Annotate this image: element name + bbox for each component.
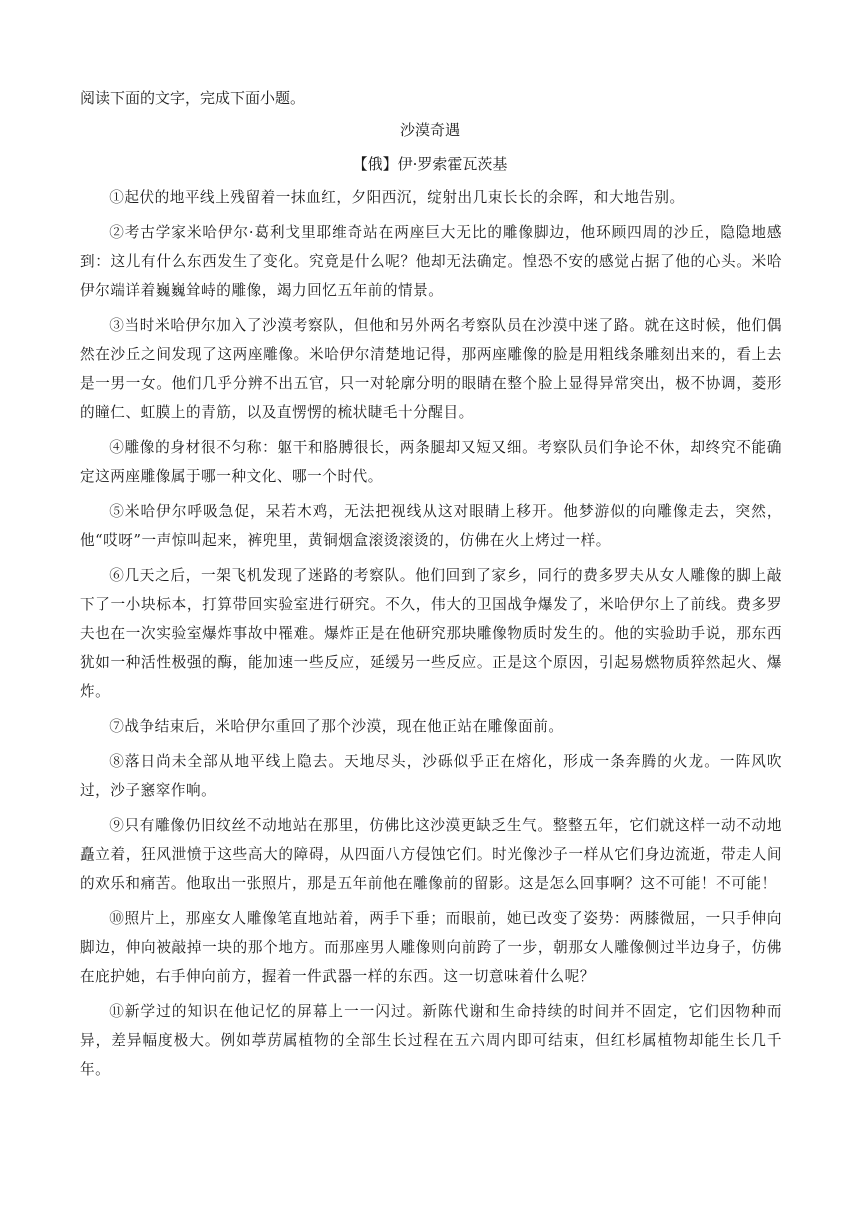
paragraph-8: ⑧落日尚未全部从地平线上隐去。天地尽头，沙砾似乎正在熔化，形成一条奔腾的火龙。一阵风吹过，沙子窸窣作响。: [80, 753, 782, 799]
article-body: [80, 183, 782, 1090]
reading-instruction: 阅读下面的文字，完成下面小题。: [80, 89, 306, 107]
paragraph-1: ①起伏的地平线上残留着一抹血红，夕阳西沉，绽射出几束长长的余晖，和大地告别。: [109, 189, 685, 206]
paragraph-11: ⑪新学过的知识在他记忆的屏幕上一一闪过。新陈代谢和生命持续的时间并不固定，它们因物种而异，差异幅度极大。例如葶苈属植物的全部生长过程在五六周内即可结束，但红杉属植物却能生长几千年。: [80, 1003, 782, 1078]
paragraph-3: ③当时米哈伊尔加入了沙漠考察队，但他和另外两名考察队员在沙漠中迷了路。就在这时候，他们偶然在沙丘之间发现了这两座雕像。米哈伊尔清楚地记得，那两座雕像的脸是用粗线条雕刻出来的，看上去是一男一女。他们几乎分辨不出五官，只一对轮廓分明的眼睛在整个脸上显得异常突出，极不协调，菱形的瞳仁、虹膜上的青筋，以及直愣愣的梳状睫毛十分醒目。: [80, 317, 782, 421]
paragraph-6: ⑥几天之后，一架飞机发现了迷路的考察队。他们回到了家乡，同行的费多罗夫从女人雕像的脚上敲下了一小块标本，打算带回实验室进行研究。不久，伟大的卫国战争爆发了，米哈伊尔上了前线。费多罗夫也在一次实验室爆炸事故中罹难。爆炸正是在他研究那块雕像物质时发生的。他的实验助手说，那东西犹如一种活性极强的酶，能加速一些反应，延缓另一些反应。正是这个原因，引起易燃物质猝然起火、爆炸。: [80, 567, 782, 700]
paragraph-10: ⑩照片上，那座女人雕像笔直地站着，两手下垂；而眼前，她已改变了姿势：两膝微屈，一只手伸向脚边，伸向被敲掉一块的那个地方。而那座男人雕像则向前跨了一步，朝那女人雕像侧过半边身子，仿佛在庇护她，右手伸向前方，握着一件武器一样的东西。这一切意味着什么呢？: [80, 910, 782, 985]
paragraph-4: ④雕像的身材很不匀称：躯干和胳膊很长，两条腿却又短又细。考察队员们争论不休，却终究不能确定这两座雕像属于哪一种文化、哪一个时代。: [80, 439, 782, 485]
article-title: 沙漠奇遇: [399, 121, 460, 139]
article-author: 【俄】伊·罗索霍瓦茨基: [352, 155, 508, 173]
paragraph-9: ⑨只有雕像仍旧纹丝不动地站在那里，仿佛比这沙漠更缺乏生气。整整五年，它们就这样一动不动地矗立着，狂风泄愤于这些高大的障碍，从四面八方侵蚀它们。时光像沙子一样从它们身边流逝，带走人间的欢乐和痛苦。他取出一张照片，那是五年前他在雕像前的留影。这是怎么回事啊？这不可能！不可能！: [80, 817, 782, 892]
paragraph-2: ②考古学家米哈伊尔·葛利戈里耶维奇站在两座巨大无比的雕像脚边，他环顾四周的沙丘，隐隐地感到：这儿有什么东西发生了变化。究竟是什么呢？他却无法确定。惶恐不安的感觉占据了他的心头。米哈伊尔端详着巍巍耸峙的雕像，竭力回忆五年前的情景。: [80, 224, 782, 299]
paragraph-5: ⑤米哈伊尔呼吸急促，呆若木鸡，无法把视线从这对眼睛上移开。他梦游似的向雕像走去，突然，他“哎呀”一声惊叫起来，裤兜里，黄铜烟盒滚烫滚烫的，仿佛在火上烤过一样。: [80, 503, 782, 549]
paragraph-7: ⑦战争结束后，米哈伊尔重回了那个沙漠，现在他正站在雕像面前。: [109, 718, 564, 735]
